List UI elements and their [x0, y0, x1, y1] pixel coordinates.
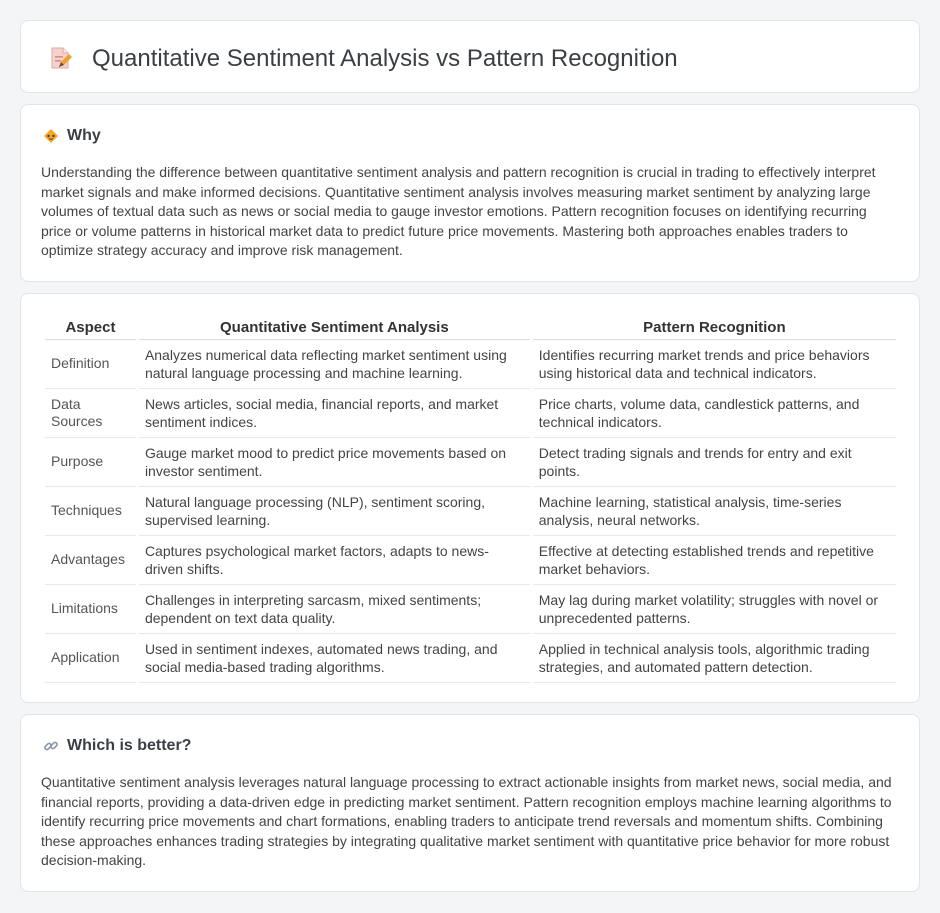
diamond-warning-icon [43, 128, 59, 144]
row-pattern: Applied in technical analysis tools, algorithmic trading strategies, and automated pattern detection. [533, 634, 896, 683]
row-sentiment: Captures psychological market factors, adapts to news-driven shifts. [139, 536, 530, 585]
page-title: Quantitative Sentiment Analysis vs Pattern Recognition [92, 45, 678, 72]
why-section [20, 104, 920, 282]
row-pattern: Detect trading signals and trends for entry and exit points. [533, 438, 896, 487]
why-title: Why [67, 127, 101, 144]
row-pattern: Effective at detecting established trends and repetitive market behaviors. [533, 536, 896, 585]
better-text: Quantitative sentiment analysis leverages natural language processing to extract actionable insights from market news, social media, and financial reports, providing a data-driven edge in predicting market sentiment. Pattern recognition employs machine learning algorithms to identify recurring price movements and chart formations, enabling traders to anticipate trend reversals and momentum shifts. Combining these approaches enhances trading strategies by integrating qualitative market sentiment with quantitative price behavior for more robust decision-making. [41, 774, 892, 869]
table-row [45, 438, 896, 487]
row-pattern: Machine learning, statistical analysis, time-series analysis, neural networks. [533, 487, 896, 536]
row-aspect: Application [45, 634, 136, 683]
table-row [45, 389, 896, 438]
table-row [45, 487, 896, 536]
table-header-row [45, 317, 896, 340]
header-aspect: Aspect [45, 317, 136, 340]
row-aspect: Purpose [45, 438, 136, 487]
row-sentiment: Challenges in interpreting sarcasm, mixed sentiments; dependent on text data quality. [139, 585, 530, 634]
row-sentiment: Analyzes numerical data reflecting market sentiment using natural language processing and machine learning. [139, 340, 530, 389]
header-sentiment: Quantitative Sentiment Analysis [139, 317, 530, 340]
row-pattern: Identifies recurring market trends and price behaviors using historical data and technical indicators. [533, 340, 896, 389]
why-heading [43, 127, 101, 145]
why-text: Understanding the difference between quantitative sentiment analysis and pattern recognition is crucial in trading to effectively interpret market signals and make informed decisions. Quantitative sentiment analysis involves measuring market sentiment by analyzing large volumes of textual data such as news or social media to gauge investor emotions. Pattern recognition focuses on identifying recurring price or volume patterns in historical market data to predict future price movements. Mastering both approaches enables traders to optimize strategy accuracy and improve risk management. [41, 164, 876, 259]
row-pattern: May lag during market volatility; struggles with novel or unprecedented patterns. [533, 585, 896, 634]
better-section [20, 714, 920, 892]
row-sentiment: Gauge market mood to predict price movements based on investor sentiment. [139, 438, 530, 487]
row-sentiment: Used in sentiment indexes, automated news trading, and social media-based trading algorithms. [139, 634, 530, 683]
row-pattern: Price charts, volume data, candlestick patterns, and technical indicators. [533, 389, 896, 438]
table-row [45, 634, 896, 683]
row-aspect: Data Sources [45, 389, 136, 438]
header-pattern: Pattern Recognition [533, 317, 896, 340]
table-row [45, 585, 896, 634]
better-title: Which is better? [67, 737, 192, 754]
row-aspect: Techniques [45, 487, 136, 536]
table-row [45, 340, 896, 389]
better-heading [43, 737, 191, 755]
row-sentiment: News articles, social media, financial reports, and market sentiment indices. [139, 389, 530, 438]
row-aspect: Limitations [45, 585, 136, 634]
link-icon [43, 738, 59, 754]
row-sentiment: Natural language processing (NLP), sentiment scoring, supervised learning. [139, 487, 530, 536]
comparison-section [20, 293, 920, 703]
document-edit-icon [47, 45, 73, 71]
header-card [20, 20, 920, 93]
row-aspect: Definition [45, 340, 136, 389]
comparison-table [42, 317, 899, 683]
table-row [45, 536, 896, 585]
row-aspect: Advantages [45, 536, 136, 585]
